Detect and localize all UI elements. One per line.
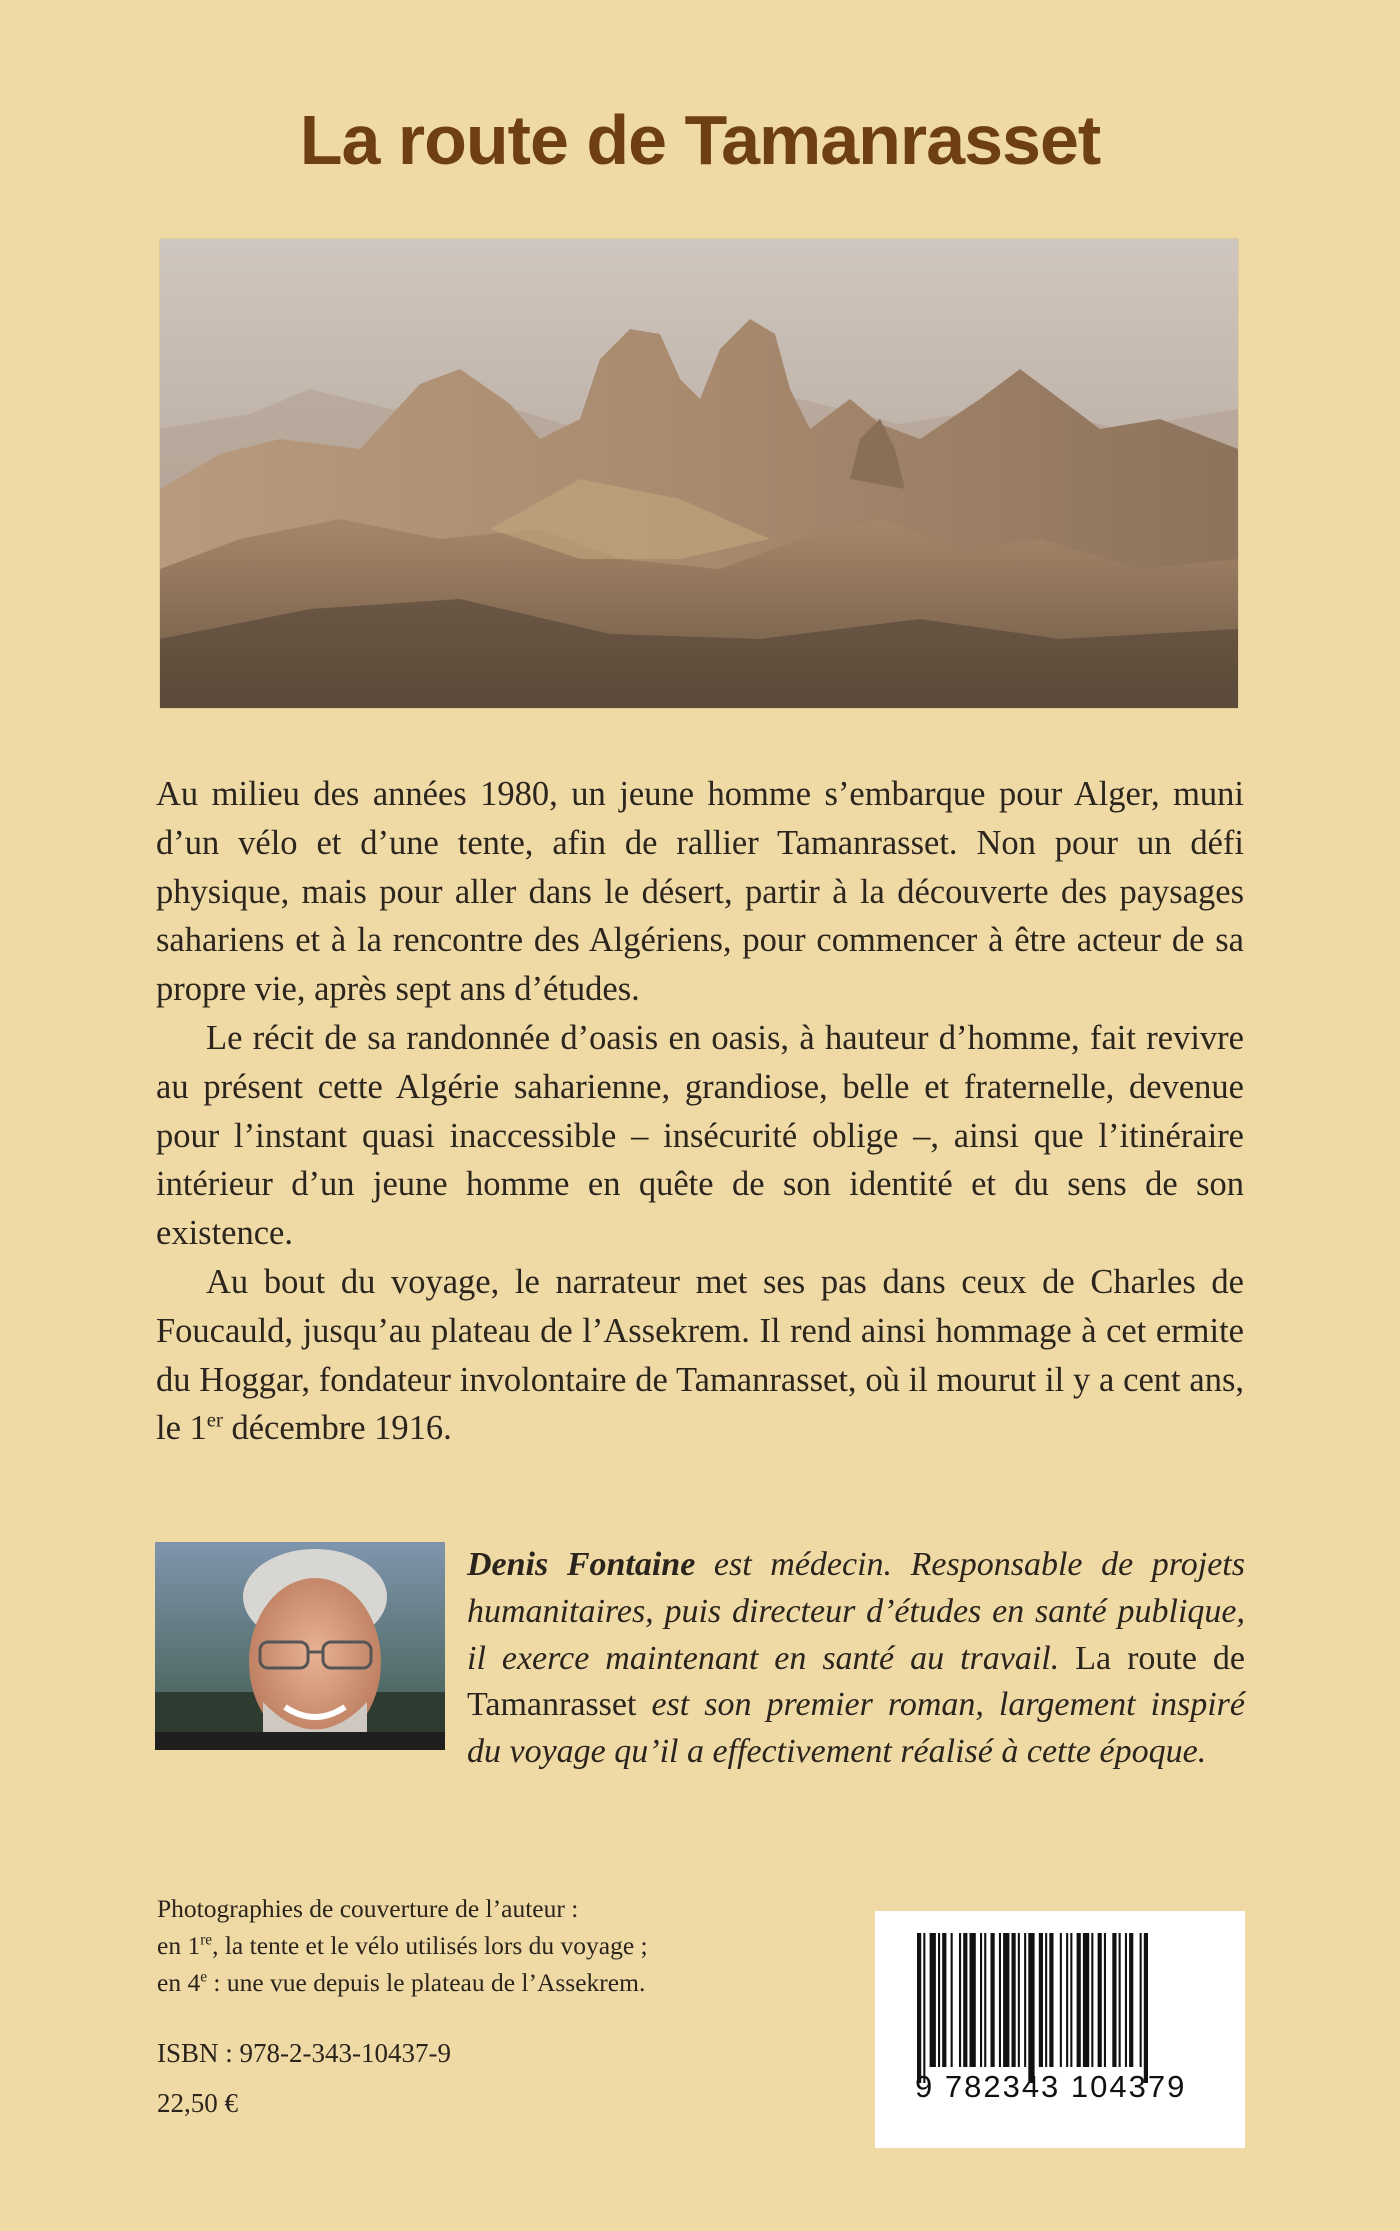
bio-title-reference: La route de Tamanrasset [467, 1639, 1245, 1724]
barcode-bar [923, 1933, 925, 2083]
barcode-bar [1003, 1933, 1009, 2067]
credits-line-1: Photographies de couverture de l’auteur : [157, 1894, 579, 1923]
barcode-bar [1140, 1933, 1142, 2067]
author-bio [467, 1542, 1245, 1776]
barcode-bar [1104, 1933, 1106, 2067]
barcode-bar [1144, 1933, 1148, 2083]
barcode-bar [1129, 1933, 1133, 2067]
barcode-bars [917, 1933, 1207, 2083]
barcode-bar [1039, 1933, 1043, 2067]
blurb-paragraph-2: Le récit de sa randonnée d’oasis en oasis, à hauteur d’homme, fait revivre au présent cette Algérie saharienne, grandiose, belle et fraternelle, devenue pour l’instant quasi inaccessible – insécurité oblige –, ainsi que l’itinéraire intérieur d’un jeune homme en quête de son identité et du sens de son existence. [156, 1018, 1244, 1253]
barcode-bar [930, 1933, 936, 2067]
author-photo [155, 1542, 445, 1750]
barcode-bar [1066, 1933, 1068, 2067]
price: 22,50 € [157, 2088, 238, 2118]
credits-line-3-end: : une vue depuis le plateau de l’Assekrem. [207, 1968, 646, 1997]
barcode-bar [917, 1933, 921, 2083]
barcode-bar [970, 1933, 976, 2067]
barcode-bar [1012, 1933, 1016, 2067]
barcode-bar [1077, 1933, 1081, 2067]
barcode-bar [1060, 1933, 1062, 2067]
barcode-bar [963, 1933, 967, 2067]
author-name: Denis Fontaine [467, 1546, 696, 1583]
photo-credits [157, 1890, 717, 2001]
barcode-bar [1091, 1933, 1093, 2067]
blurb [156, 770, 1244, 1453]
barcode-bar [980, 1933, 982, 2067]
blurb-p3-text: Au bout du voyage, le narrateur met ses pas dans ceux de Charles de Foucauld, jusqu’au plateau de l’Assekrem. Il rend ainsi hommage à cet ermite du Hoggar, fondateur involontaire de Tamanrasset, où il mourut il y a cent ans, le 1 [156, 1262, 1244, 1448]
barcode-bar [1098, 1933, 1102, 2067]
barcode-bar [999, 1933, 1001, 2067]
barcode-bar [1083, 1933, 1089, 2067]
barcode-bar [1018, 1933, 1020, 2067]
bio-text-2: est son premier roman, largement inspiré du voyage qu’il a effectivement réalisé à cette époque. [467, 1686, 1245, 1771]
credits-line-2 [157, 1927, 717, 1964]
barcode-bar [1045, 1933, 1047, 2067]
barcode-bar [1112, 1933, 1116, 2067]
ordinal-suffix: er [206, 1409, 223, 1432]
barcode [875, 1911, 1245, 2148]
barcode-bar [942, 1933, 946, 2067]
barcode-bar [1125, 1933, 1127, 2067]
credits-line-3-start: en 4 [157, 1968, 201, 1997]
barcode-bar [1028, 1933, 1034, 2083]
credits-line-3-suffix: e [200, 1968, 207, 1986]
blurb-p3-end: décembre 1916. [222, 1409, 452, 1448]
book-title: La route de Tamanrasset [299, 101, 1101, 179]
isbn: ISBN : 978-2-343-10437-9 [157, 2038, 451, 2068]
barcode-bar [1070, 1933, 1072, 2067]
barcode-bar [1119, 1933, 1121, 2067]
barcode-bar [1049, 1933, 1053, 2067]
barcode-bar [984, 1933, 986, 2067]
barcode-bar [938, 1933, 940, 2067]
barcode-bar [1024, 1933, 1026, 2067]
desert-landscape-photo [160, 239, 1238, 708]
credits-line-2-suffix: re [200, 1931, 213, 1949]
barcode-digits: 9 782343 104379 [915, 2069, 1187, 2104]
barcode-bar [959, 1933, 961, 2067]
blurb-paragraph-1: Au milieu des années 1980, un jeune homme s’embarque pour Alger, muni d’un vélo et d’une tente, afin de rallier Tamanrasset. Non pour un défi physique, mais pour aller dans le désert, partir à la découverte des paysages sahariens et à la rencontre des Algériens, pour commencer à être acteur de sa propre vie, après sept ans d’études. [156, 775, 1244, 1009]
blurb-paragraph-3 [156, 1258, 1244, 1453]
barcode-bar [991, 1933, 995, 2067]
credits-line-2-start: en 1 [157, 1931, 201, 1960]
barcode-bar [951, 1933, 953, 2067]
credits-line-2-end: , la tente et le vélo utilisés lors du voyage ; [212, 1931, 648, 1960]
bio-text-1: est médecin. Responsable de projets humanitaires, puis directeur d’études en santé publique, il exerce maintenant en santé au travail. [467, 1546, 1245, 1677]
credits-line-3 [157, 1964, 717, 2001]
